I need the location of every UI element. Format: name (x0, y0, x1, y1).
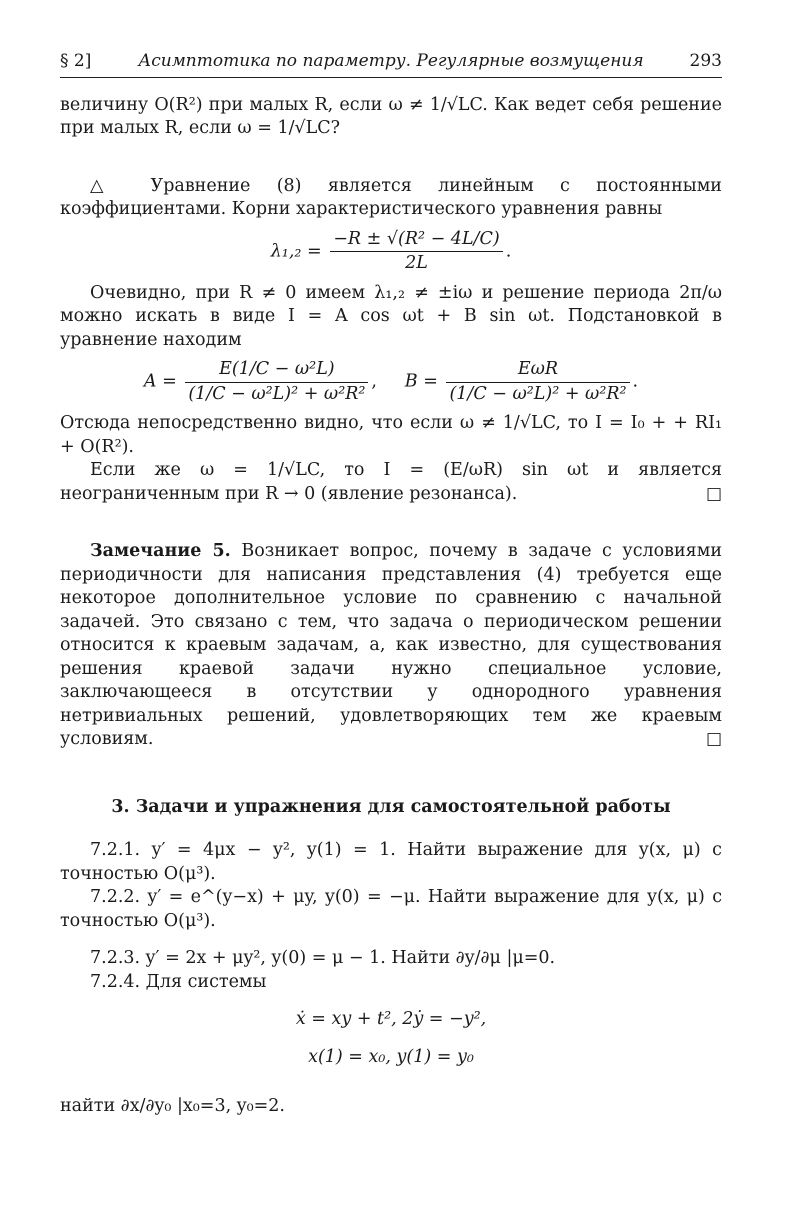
exercise-text: y′ = 4μx − y², y(1) = 1. Найти выражение для y(x, μ) с точностью O(μ³). (60, 840, 722, 884)
exercise-7-2-4 (60, 971, 722, 995)
system-line-1: ẋ = xy + t², 2ẏ = −y², (295, 1009, 487, 1029)
formula-coefficients: A = $\frac{\text{E(1/C − ω²L)}}{\text{(1/C − ω²L)² + ω²R²}}$ , B = $\frac{\text{EωR}}{\text{(1/C − ω²L)² + ω²R²}}$ . (60, 358, 722, 406)
exercise-7-2-2 (60, 886, 722, 933)
qed-symbol: □ (705, 483, 722, 504)
formula-lambda: λ₁,₂ = $\frac{\text{−R ± √(R² − 4L/C)}}{2L}$ . (60, 228, 722, 276)
page-number: 293 (689, 51, 722, 71)
formula-A-fraction (185, 358, 368, 406)
formula-A-num: E(1/C − ω²L) (185, 358, 368, 383)
formula-A-den: (1/C − ω²L)² + ω²R² (188, 383, 366, 404)
exercise-id: 7.2.2. (90, 887, 141, 907)
formula-B-fraction (446, 358, 629, 406)
remark-qed-symbol: □ (705, 729, 722, 749)
exercise-id: 7.2.3. (90, 948, 141, 968)
section-heading: 3. Задачи и упражнения для самостоятельной работы (111, 796, 671, 817)
exercise-text: Для системы (145, 971, 267, 992)
page (60, 50, 722, 1119)
system-find: найти ∂x/∂y₀ |x₀=3, y₀=2. (60, 1096, 285, 1116)
formula-B-den: (1/C − ω²L)² + ω²R² (449, 383, 627, 404)
exercise-7-2-3 (60, 947, 722, 971)
solution-text-4: Если же ω = 1/√LC, то I = (E/ωR) sin ωt и является неограниченным при R → 0 (явление резонанса). (60, 460, 722, 504)
exercise-id: 7.2.4. (90, 971, 141, 992)
solution-paragraph-2: Очевидно, при R ≠ 0 имеем λ₁,₂ ≠ ±iω и решение периода 2π/ω можно искать в виде I = A cos ωt + B sin ωt. Подстановкой в уравнение находим (60, 282, 722, 350)
solution-paragraph-4 (60, 459, 722, 506)
formula-B-num: EωR (446, 358, 629, 383)
remark-title: Замечание 5. (90, 541, 231, 561)
running-header (60, 50, 722, 78)
intro-paragraph: величину O(R²) при малых R, если ω ≠ 1/√LC. Как ведет себя решение при малых R, если ω = 1/√LC? (60, 94, 722, 138)
formula-lambda-num: −R ± √(R² − 4L/C) (330, 228, 502, 253)
formula-B-lhs: B = (404, 371, 438, 392)
formula-A-lhs: A = (143, 371, 177, 392)
solution-paragraph-3: Отсюда непосредственно видно, что если ω ≠ 1/√LC, то I = I₀ + + RI₁ + O(R²). (60, 413, 722, 457)
formula-lambda-fraction (330, 228, 502, 276)
formula-lambda-den: 2L (405, 253, 428, 273)
solution-mark: △ (90, 175, 125, 196)
exercise-text: y′ = 2x + μy², y(0) = μ − 1. Найти ∂y/∂μ |μ=0. (145, 948, 556, 968)
solution-text-1: Уравнение (8) является линейным с постоянными коэффициентами. Корни характеристического уравнения равны (60, 175, 722, 219)
solution-paragraph-1 (60, 175, 722, 222)
exercise-id: 7.2.1. (90, 840, 141, 860)
formula-lambda-lhs: λ₁,₂ = (270, 241, 322, 261)
header-title: Асимптотика по параметру. Регулярные возмущения (138, 51, 644, 71)
system-line-2: x(1) = x₀, y(1) = y₀ (308, 1046, 474, 1067)
header-section: § 2] (60, 51, 92, 71)
remark-paragraph (60, 540, 722, 752)
exercise-7-2-1 (60, 839, 722, 886)
remark-text: Возникает вопрос, почему в задаче с условиями периодичности для написания представления (4) требуется еще некоторое дополнительное условие по сравнению с начальной задачей. Это связано с тем, что задача о периодическом решении относится к краевым задачам, а, как известно, для существования решения краевой задачи нужно специальное условие, заключающееся в отсутствии у однородного уравнения нетривиальных решений, удовлетворяющих тем же краевым условиям. (60, 541, 722, 749)
exercise-text: y′ = e^(y−x) + μy, y(0) = −μ. Найти выражение для y(x, μ) с точностью O(μ³). (60, 887, 722, 931)
